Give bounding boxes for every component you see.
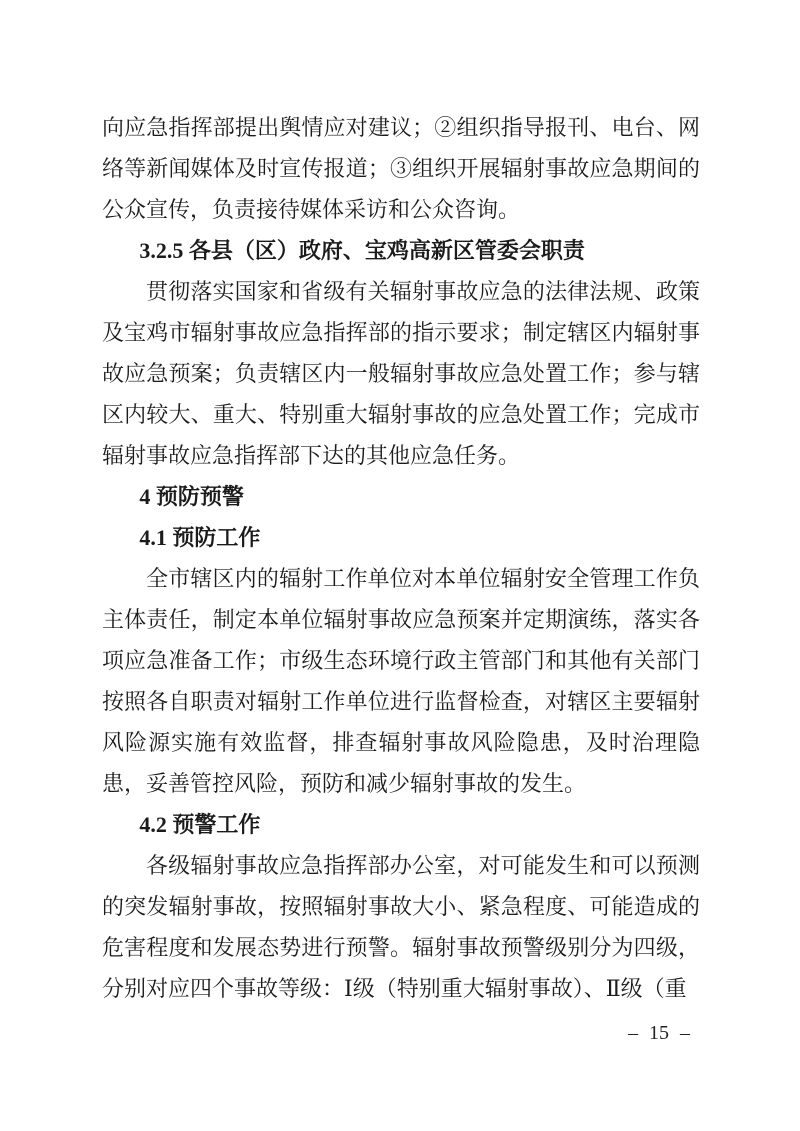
document-body (102, 107, 700, 1009)
page-number: – 15 – (628, 1022, 690, 1044)
section-heading-4-2-warning-work: 4.2 预警工作 (139, 812, 261, 837)
paragraph-county-district-duties: 贯彻落实国家和省级有关辐射事故应急的法律法规、政策及宝鸡市辐射事故应急指挥部的指示要求；制定辖区内辐射事故应急预案；负责辖区内一般辐射事故应急处置工作；参与辖区内较大、重大、特别重大辐射事故的应急处置工作；完成市辐射事故应急指挥部下达的其他应急任务。 (102, 279, 700, 468)
paragraph-prevention-work: 全市辖区内的辐射工作单位对本单位辐射安全管理工作负主体责任，制定本单位辐射事故应急预案并定期演练，落实各项应急准备工作；市级生态环境行政主管部门和其他有关部门按照各自职责对辐射工作单位进行监督检查，对辖区主要辐射风险源实施有效监督，排查辐射事故风险隐患，及时治理隐患，妥善管控风险，预防和减少辐射事故的发生。 (102, 566, 700, 796)
section-heading-3-2-5-county-district-duties: 3.2.5 各县（区）政府、宝鸡高新区管委会职责 (139, 238, 585, 263)
paragraph-warning-work: 各级辐射事故应急指挥部办公室，对可能发生和可以预测的突发辐射事故，按照辐射事故大小、紧急程度、可能造成的危害程度和发展态势进行预警。辐射事故预警级别分为四级，分别对应四个事故等级：Ⅰ级（特别重大辐射事故）、Ⅱ级（重 (102, 853, 700, 1001)
section-heading-4-prevention-warning: 4 预防预警 (139, 484, 244, 509)
section-heading-4-1-prevention-work: 4.1 预防工作 (139, 525, 261, 550)
paragraph-media-publicity-continuation: 向应急指挥部提出舆情应对建议；②组织指导报刊、电台、网络等新闻媒体及时宣传报道；③组织开展辐射事故应急期间的公众宣传，负责接待媒体采访和公众咨询。 (102, 115, 700, 222)
